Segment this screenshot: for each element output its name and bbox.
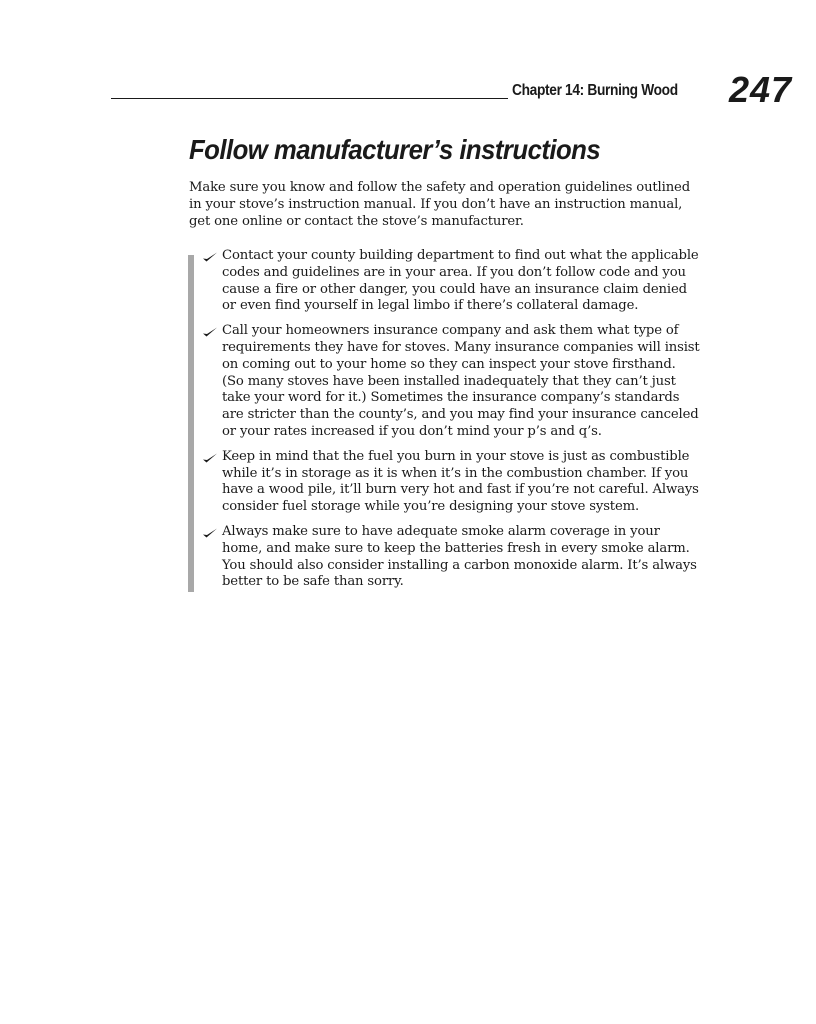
list-item: [200, 248, 720, 315]
list-item-line: or even find yourself in legal limbo if there’s collateral damage.: [222, 298, 639, 314]
section-title: Follow manufacturer’s instructions: [189, 134, 601, 165]
list-item-line: on coming out to your home so they can inspect your stove firsthand.: [222, 356, 676, 372]
list-item-line: while it’s in storage as it is when it’s in the combustion chamber. If you: [222, 465, 689, 481]
check-icon: [202, 452, 218, 464]
list-item-line: are stricter than the county’s, and you may find your insurance canceled: [222, 407, 699, 423]
list-item: [200, 524, 720, 591]
list-item: [200, 323, 720, 441]
header-rule: [111, 98, 508, 99]
list-item-line: consider fuel storage while you’re designing your stove system.: [222, 499, 640, 515]
intro-line: get one online or contact the stove’s manufacturer.: [189, 213, 524, 229]
list-item: [200, 449, 720, 516]
bullet-list: [200, 248, 720, 599]
list-item-line: cause a fire or other danger, you could have an insurance claim denied: [222, 281, 687, 297]
list-item-line: Always make sure to have adequate smoke alarm coverage in your: [222, 523, 660, 539]
intro-paragraph: [189, 180, 719, 231]
list-item-line: Call your homeowners insurance company and ask them what type of: [222, 323, 679, 339]
list-item-line: or your rates increased if you don’t mind your p’s and q’s.: [222, 423, 602, 439]
running-head: Chapter 14: Burning Wood: [512, 82, 678, 99]
list-item-line: better to be safe than sorry.: [222, 574, 404, 590]
check-icon: [202, 326, 218, 338]
list-item-line: You should also consider installing a carbon monoxide alarm. It’s always: [222, 557, 697, 573]
list-item-line: have a wood pile, it’ll burn very hot and fast if you’re not careful. Always: [222, 482, 699, 498]
list-item-line: home, and make sure to keep the batteries fresh in every smoke alarm.: [222, 540, 690, 556]
page-number: 247: [729, 69, 793, 110]
check-icon: [202, 527, 218, 539]
intro-line: Make sure you know and follow the safety and operation guidelines outlined: [189, 180, 690, 195]
list-item-line: requirements they have for stoves. Many insurance companies will insist: [222, 339, 700, 355]
list-item-line: (So many stoves have been installed inadequately that they can’t just: [222, 373, 676, 389]
list-item-line: Keep in mind that the fuel you burn in your stove is just as combustible: [222, 448, 690, 464]
list-item-line: take your word for it.) Sometimes the insurance company’s standards: [222, 390, 680, 406]
check-icon: [202, 251, 218, 263]
intro-line: in your stove’s instruction manual. If you don’t have an instruction manual,: [189, 196, 683, 212]
list-item-line: codes and guidelines are in your area. If you don’t follow code and you: [222, 264, 686, 280]
bullet-list-bar: [188, 255, 194, 592]
list-item-line: Contact your county building department to find out what the applicable: [222, 248, 699, 263]
